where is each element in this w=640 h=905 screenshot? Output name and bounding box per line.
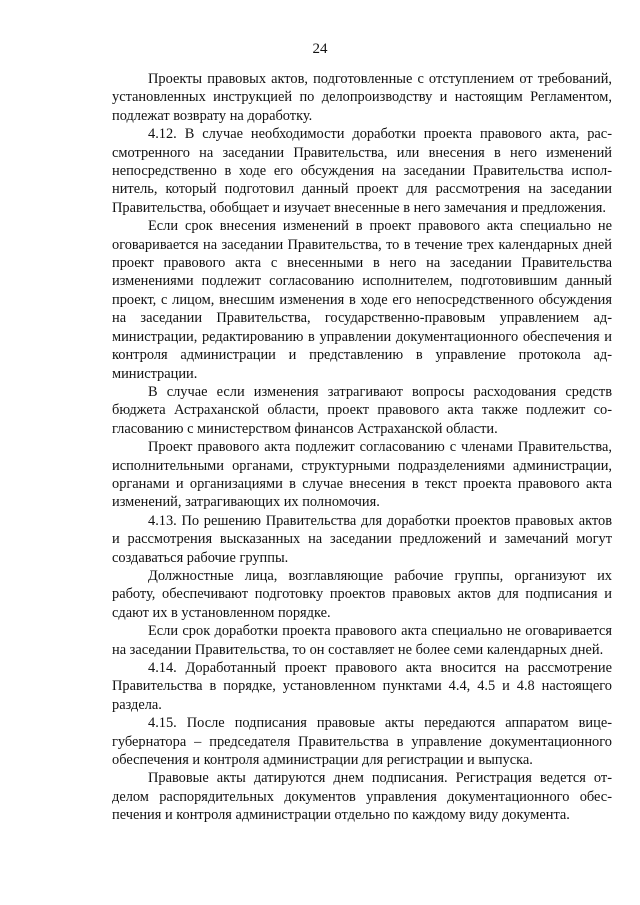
paragraph-returned-drafts: Проекты правовых актов, подготовленные с отступлением от требований, установленных инструкцией по делопроизводству и настоящим Регламентом, подлежат возврату на доработку. [112,71,612,124]
paragraph-revision-deadline: Если срок доработки проекта правового акта специально не оговаривается на заседании Правительства, то он составляет не более семи календарных дней. [112,623,612,658]
paragraph-dating-registration: Правовые акты датируются днем подписания. Регистрация ведется отделом распорядительных документов управления документационного обеспечения и контроля администрации отдельно по каждому виду документа. [112,770,612,824]
paragraph-budget-approval: В случае если изменения затрагивают вопросы расходования средств бюджета Астраханской области, проект правового акта также подлежит согласованию с министерством финансов Астраханской области. [112,383,612,437]
paragraph-members-approval: Проект правового акта подлежит согласованию с членами Правительства, исполнительными органами, структурными подразделениями администрации, органами и организациями в случае внесения в текст проекта правового акта изменений, затрагивающих их полномочия. [112,439,612,511]
page-number: 24 [312,41,328,57]
paragraph-4-12: 4.12. В случае необходимости доработки проекта правового акта, рассмотренного на заседании Правительства, или внесения в него изменений непосредственно в ходе его обсуждения на заседании Правительства исполнитель, который подготовил данный проект для рассмотрения на заседании Правительства, обобщает и изучает внесенные в него замечания и предложения. [112,126,612,216]
paragraph-4-14: 4.14. Доработанный проект правового акта вносится на рассмотрение Правительства в порядке, установленном пунктами 4.4, 4.5 и 4.8 настоящего раздела. [112,660,612,713]
paragraph-4-13: 4.13. По решению Правительства для доработки проектов правовых актов и рассмотрения высказанных на заседании предложений и замечаний могут создаваться рабочие группы. [112,512,612,566]
paragraph-4-15: 4.15. После подписания правовые акты передаются аппаратом вице-губернатора – председателя Правительства в управление документационного обеспечения и контроля администрации для регистрации и выпуска. [112,715,612,769]
paragraph-amendment-deadline: Если срок внесения изменений в проект правового акта специально не оговаривается на заседании Правительства, то в течение трех календарных дней проект правового акта с внесенными в него на заседании Правительства изменениями подлежит согласованию исполнителем, подготовившим данный проект, с лицом, внесшим изменения в ходе его непосредственного обсуждения на заседании Правительства, государственно-правовым управлением администрации, редактированию в управлении документационного обеспечения и контроля администрации и представлению в управление протокола администрации. [112,218,612,382]
paragraph-working-group-heads: Должностные лица, возглавляющие рабочие группы, организуют их работу, обеспечивают подготовку проектов правовых актов для подписания и сдают их в установленном порядке. [112,567,612,621]
document-body [112,70,612,825]
